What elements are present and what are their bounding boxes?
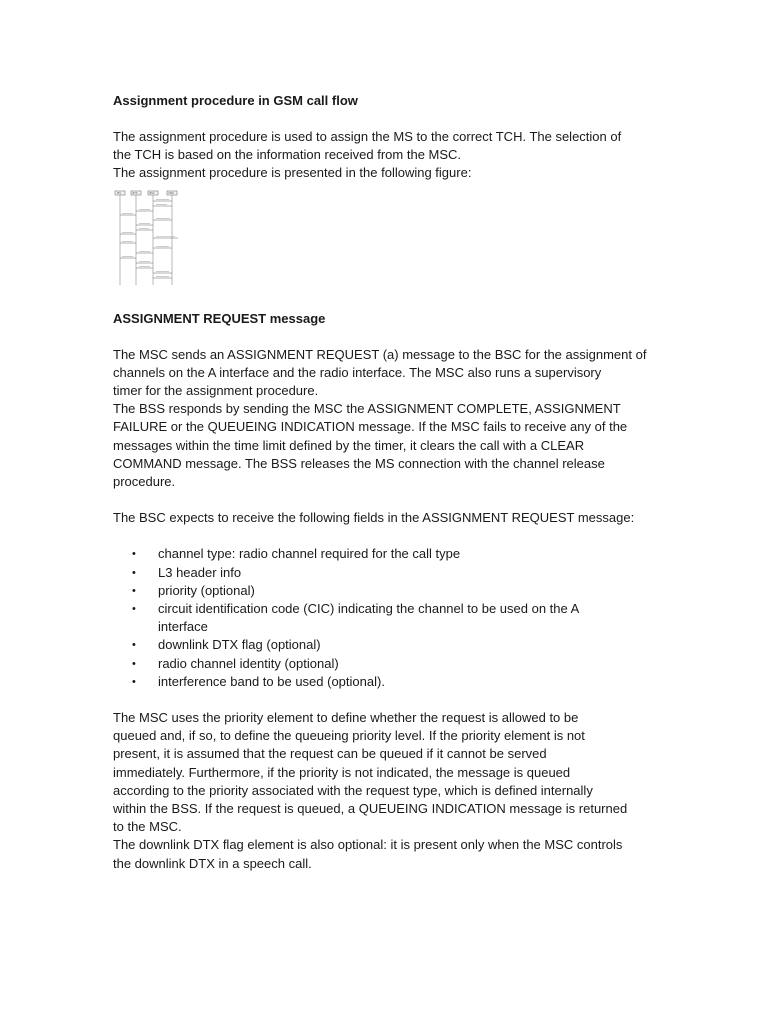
paragraph-line: within the BSS. If the request is queued, a QUEUEING INDICATION message is returned (113, 801, 628, 817)
paragraph-line: COMMAND message. The BSS releases the MS connection with the channel release (113, 455, 605, 471)
document-title: Assignment procedure in GSM call flow (113, 93, 358, 108)
intro-paragraph (113, 128, 658, 183)
list-item-continuation (113, 618, 658, 636)
sequence-diagram-image (113, 190, 185, 286)
paragraph-line: immediately. Furthermore, if the priority is not indicated, the message is queued (113, 764, 571, 780)
spacer (113, 110, 658, 128)
header-label-ms: MS (117, 191, 121, 195)
list-item (113, 600, 658, 618)
sequence-diagram-figure (113, 190, 185, 286)
intro-line: the TCH is based on the information received from the MSC. (113, 147, 462, 163)
list-item-text: radio channel identity (optional) (158, 655, 339, 671)
list-item (113, 673, 658, 691)
field-list (113, 545, 658, 691)
intro-line: The assignment procedure is used to assign the MS to the correct TCH. The selection of (113, 129, 622, 144)
bullet-icon: • (132, 657, 136, 670)
paragraph-line: the downlink DTX in a speech call. (113, 855, 312, 871)
list-item (113, 655, 658, 673)
paragraph-line: to the MSC. (113, 819, 182, 835)
spacer (113, 491, 658, 509)
spacer (113, 527, 658, 545)
header-label-msc: MSC (168, 191, 175, 195)
intro-line: The assignment procedure is presented in the following figure: (113, 165, 472, 181)
bullet-icon: • (132, 548, 136, 561)
list-item-text: channel type: radio channel required for the call type (158, 546, 461, 562)
bullet-icon: • (132, 603, 136, 616)
paragraph-line: The BSC expects to receive the following fields in the ASSIGNMENT REQUEST message: (113, 510, 635, 526)
list-item (113, 582, 658, 600)
section-heading: ASSIGNMENT REQUEST message (113, 310, 326, 326)
paragraph-assignment-request (113, 346, 658, 492)
header-label-bts: BTS (132, 191, 138, 195)
paragraph-line: timer for the assignment procedure. (113, 383, 319, 399)
paragraph-line: procedure. (113, 474, 176, 490)
paragraph-line: The BSS responds by sending the MSC the ASSIGNMENT COMPLETE, ASSIGNMENT (113, 401, 621, 417)
list-item (113, 545, 658, 563)
bullet-icon: • (132, 675, 136, 688)
list-item-text: interference band to be used (optional). (158, 673, 385, 689)
paragraph-line: FAILURE or the QUEUEING INDICATION message. If the MSC fails to receive any of the (113, 419, 628, 435)
paragraph-priority (113, 709, 658, 873)
paragraph-expected-fields (113, 509, 658, 527)
list-item-text: interface (158, 619, 208, 635)
list-item-text: circuit identification code (CIC) indicating the channel to be used on the A (158, 601, 580, 617)
list-item-text: priority (optional) (158, 582, 255, 598)
list-item-text: downlink DTX flag (optional) (158, 637, 321, 653)
paragraph-line: present, it is assumed that the request can be queued if it cannot be served (113, 746, 547, 762)
document-page (113, 92, 658, 873)
paragraph-line: queued and, if so, to define the queueing priority level. If the priority element is not (113, 728, 585, 744)
spacer (113, 328, 658, 346)
spacer (113, 691, 658, 709)
paragraph-line: channels on the A interface and the radio interface. The MSC also runs a supervisory (113, 364, 602, 380)
spacer (113, 286, 658, 310)
list-item-text: L3 header info (158, 564, 242, 580)
paragraph-line: The downlink DTX flag element is also optional: it is present only when the MSC controls (113, 837, 623, 853)
paragraph-line: messages within the time limit defined by the timer, it clears the call with a CLEAR (113, 437, 585, 453)
paragraph-line: The MSC sends an ASSIGNMENT REQUEST (a) message to the BSC for the assignment of (113, 346, 647, 362)
bullet-icon: • (132, 566, 136, 579)
bullet-icon: • (132, 584, 136, 597)
bullet-icon: • (132, 639, 136, 652)
list-item (113, 636, 658, 654)
list-item (113, 564, 658, 582)
paragraph-line: according to the priority associated with the request type, which is defined internally (113, 782, 593, 798)
header-label-bsc: BSC (149, 191, 155, 195)
paragraph-line: The MSC uses the priority element to define whether the request is allowed to be (113, 710, 579, 726)
